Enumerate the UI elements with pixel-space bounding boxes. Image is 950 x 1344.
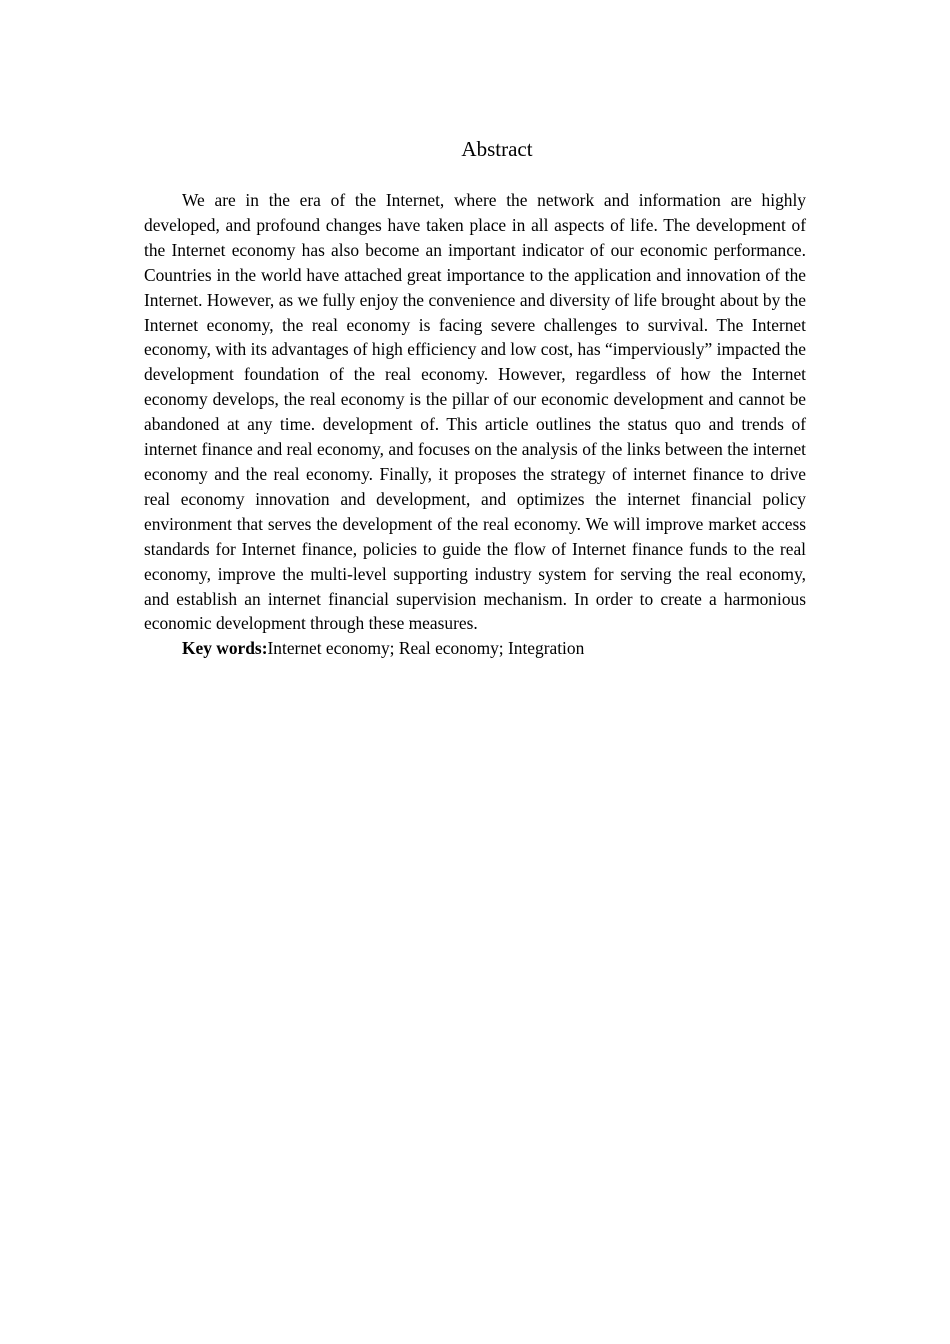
keywords-line (144, 636, 806, 661)
keywords-label: Key words: (182, 638, 268, 659)
abstract-body: We are in the era of the Internet, where the network and information are highly developed, and profound changes have taken place in all aspects of life. The development of the Internet economy has also become an important indicator of our economic performance. Countries in the world have attached great importance to the application and innovation of the Internet. However, as we fully enjoy the convenience and diversity of life brought about by the Internet economy, the real economy is facing severe challenges to survival. The Internet economy, with its advantages of high efficiency and low cost, has “imperviously” impacted the development foundation of the real economy. However, regardless of how the Internet economy develops, the real economy is the pillar of our economic development and cannot be abandoned at any time. development of. This article outlines the status quo and trends of internet finance and real economy, and focuses on the analysis of the links between the internet economy and the real economy. Finally, it proposes the strategy of internet finance to drive real economy innovation and development, and optimizes the internet financial policy environment that serves the development of the real economy. We will improve market access standards for Internet finance, policies to guide the flow of Internet finance funds to the real economy, improve the multi-level supporting industry system for serving the real economy, and establish an internet financial supervision mechanism. In order to create a harmonious economic development through these measures. (144, 190, 806, 634)
keywords-value: Internet economy; Real economy; Integration (267, 638, 585, 659)
abstract-title: Abstract (461, 137, 533, 161)
abstract-section (144, 134, 806, 661)
